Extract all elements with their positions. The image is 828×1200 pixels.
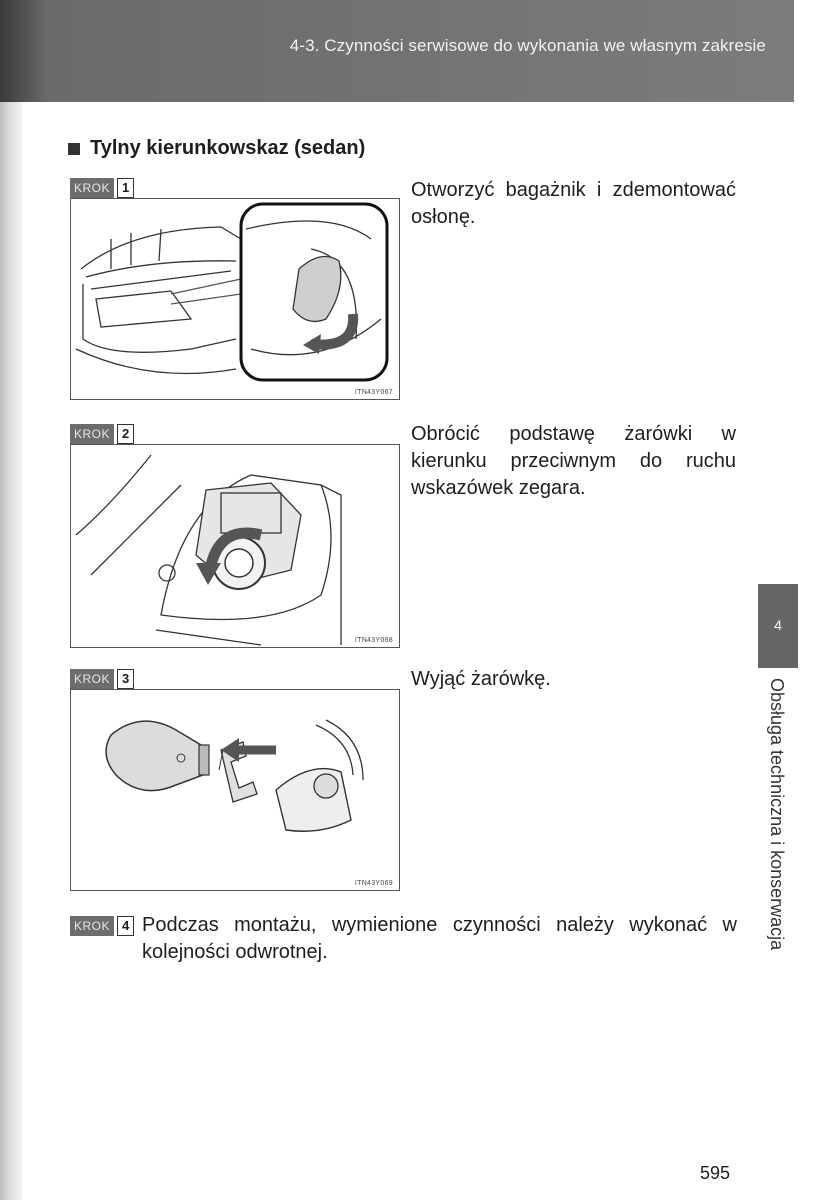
step-label: KROK	[70, 424, 114, 444]
step-2-text: Obrócić podstawę żarówki w kierunku przeciwnym do ruchu wskazówek zegara.	[411, 423, 736, 499]
chapter-title: 4-3. Czynności serwisowe do wykonania we własnym zakresie	[289, 36, 766, 55]
figure-code: ITN43Y067	[354, 389, 393, 396]
bulb-removal-drawing	[71, 690, 399, 890]
section-heading	[68, 137, 365, 160]
step-1-badge	[70, 178, 134, 198]
page-binding-shadow	[0, 0, 22, 1200]
step-label: KROK	[70, 669, 114, 689]
step-3-badge	[70, 669, 134, 689]
chapter-side-label: Obsługa techniczna i konserwacja	[767, 678, 787, 951]
step-1-illustration	[70, 198, 400, 400]
step-4-badge	[70, 916, 134, 936]
step-number: 3	[117, 669, 134, 689]
step-number: 4	[117, 916, 134, 936]
step-number: 1	[117, 178, 134, 198]
step-3-text: Wyjąć żarówkę.	[411, 668, 551, 690]
page-number: 595	[700, 1163, 731, 1183]
step-2-badge	[70, 424, 134, 444]
step-4-text: Podczas montażu, wymienione czynności należy wykonać w kolejności odwrotnej.	[142, 914, 737, 963]
bullet-square-icon	[68, 143, 80, 155]
bulb-base-rotate-drawing	[71, 445, 399, 647]
trunk-open-drawing	[71, 199, 399, 399]
chapter-header	[0, 0, 794, 102]
chapter-tab	[758, 584, 798, 668]
step-label: KROK	[70, 916, 114, 936]
step-label: KROK	[70, 178, 114, 198]
step-number: 2	[117, 424, 134, 444]
figure-code: ITN43Y069	[354, 880, 393, 887]
step-1-text: Otworzyć bagażnik i zdemontować osłonę.	[411, 179, 736, 228]
chapter-tab-number: 4	[774, 617, 782, 633]
figure-code: ITN43Y068	[354, 637, 393, 644]
section-title: Tylny kierunkowskaz (sedan)	[90, 137, 366, 159]
step-3-illustration	[70, 689, 400, 891]
step-2-illustration	[70, 444, 400, 648]
